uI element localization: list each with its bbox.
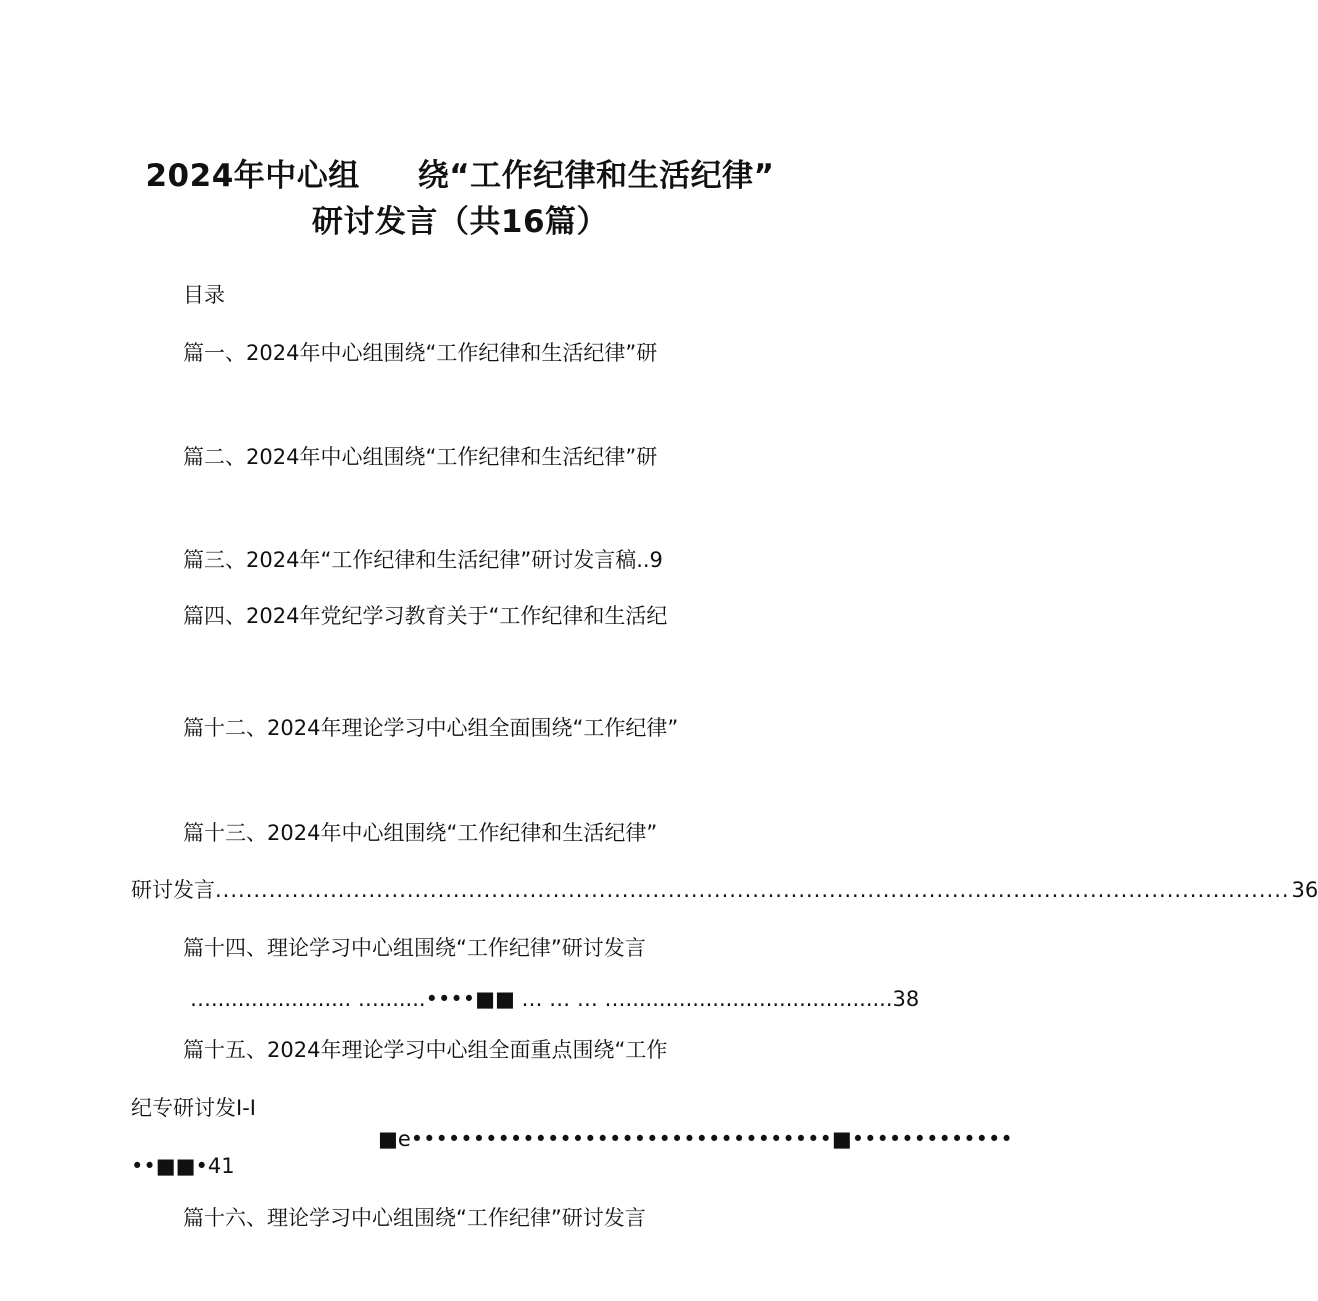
toc-item-13-cont-text: 研讨发言 [131, 878, 215, 902]
toc-item-3[interactable]: 篇三、2024年“工作纪律和生活纪律”研讨发言稿..9 [183, 548, 663, 572]
toc-heading: 目录 [183, 283, 225, 307]
toc-item-4[interactable]: 篇四、2024年党纪学习教育关于“工作纪律和生活纪 [183, 604, 668, 628]
toc-item-14[interactable]: 篇十四、理论学习中心组围绕“工作纪律”研讨发言 [183, 936, 646, 960]
toc-item-13-page-number: 36 [1291, 878, 1318, 902]
toc-item-13-leader-dots: ............................................................................................................................................ [215, 878, 1290, 902]
title-part-1: 2024年中心组 [145, 158, 360, 194]
title-part-2: 绕“工作纪律和生活纪律” [417, 158, 775, 194]
toc-item-13-continuation[interactable] [131, 878, 1318, 902]
toc-item-15-continuation[interactable]: 纪专研讨发I-I [131, 1096, 256, 1120]
toc-item-14-continuation[interactable]: …..................... ….......••••■■ … … … …........................................38 [190, 987, 920, 1011]
document-title-line-1 [0, 150, 920, 195]
toc-item-2[interactable]: 篇二、2024年中心组围绕“工作纪律和生活纪律”研 [183, 445, 658, 469]
toc-item-12[interactable]: 篇十二、2024年理论学习中心组全面围绕“工作纪律” [183, 716, 679, 740]
toc-item-1[interactable]: 篇一、2024年中心组围绕“工作纪律和生活纪律”研 [183, 341, 658, 365]
toc-item-15[interactable]: 篇十五、2024年理论学习中心组全面重点围绕“工作 [183, 1038, 668, 1062]
document-title-line-2: 研讨发言（共16篇） [311, 204, 609, 240]
toc-item-13[interactable]: 篇十三、2024年中心组围绕“工作纪律和生活纪律” [183, 821, 658, 845]
toc-item-15-page-number: ••■■•41 [131, 1154, 235, 1178]
toc-item-16[interactable]: 篇十六、理论学习中心组围绕“工作纪律”研讨发言 [183, 1206, 646, 1230]
toc-item-15-leader-dots: ■e••••••••••••••••••••••••••••••••••■••••••••••••• [378, 1127, 1013, 1151]
